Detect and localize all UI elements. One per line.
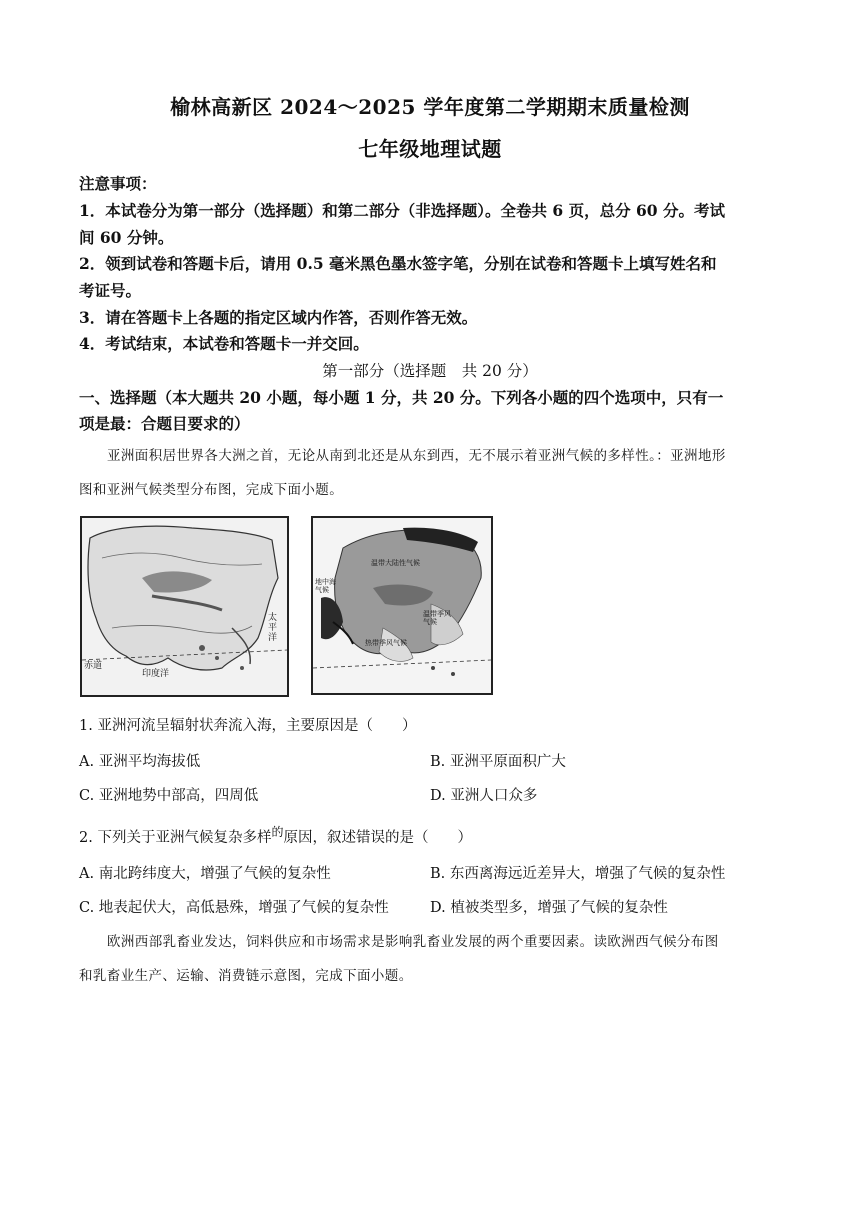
climate-label-continental: 温带大陆性气候 [371,559,420,567]
exam-title: 榆林高新区 2024～2025 学年度第二学期期末质量检测 [170,95,690,119]
notice-item-2: 2．领到试卷和答题卡后，请用 0.5 毫米黑色墨水签字笔，分别在试卷和答题卡上填写姓名和 [79,254,717,273]
part1-heading: 第一部分（选择题 共 20 分） [322,362,538,380]
section-heading-cont: 项是最：合题目要求的） [79,414,250,433]
climate-label-temperate-monsoon: 温带季风气候 [423,610,451,626]
indian-ocean-label: 印度洋 [142,669,170,679]
question-2-stem-part-b: 原因，叙述错误的是（ ） [283,830,472,846]
q1-option-a: A. 亚洲平均海拔低 [79,754,201,770]
exam-subtitle: 七年级地理试题 [358,137,502,161]
notice-item-1-cont: 间 60 分钟。 [79,228,174,247]
q1-option-d: D. 亚洲人口众多 [430,788,538,804]
climate-label-mediterranean: 地中海气候 [315,578,336,594]
asia-climate-map [311,516,493,695]
intro-paragraph-2-cont: 和乳畜业生产、运输、消费链示意图，完成下面小题。 [79,968,413,984]
notice-heading: 注意事项： [79,174,157,193]
section-heading: 一、选择题（本大题共 20 小题，每小题 1 分，共 20 分。下列各小题的四个选项中，只有一 [79,388,724,407]
q2-option-d: D. 植被类型多，增强了气候的复杂性 [430,900,668,916]
q2-option-a: A. 南北跨纬度大，增强了气候的复杂性 [79,866,331,882]
notice-item-2-cont: 考证号。 [79,281,142,300]
intro-paragraph-1-cont: 图和亚洲气候类型分布图，完成下面小题。 [79,482,344,498]
notice-item-3: 3．请在答题卡上各题的指定区域内作答，否则作答无效。 [79,308,478,327]
notice-item-1: 1．本试卷分为第一部分（选择题）和第二部分（非选择题）。全卷共 6 页，总分 60 分。考试 [79,201,725,220]
question-2-stem-part-a: 2. 下列关于亚洲气候复杂多样 [79,830,272,846]
pacific-label: 太平洋 [268,613,278,643]
intro-paragraph-1: 亚洲面积居世界各大洲之首，无论从南到北还是从东到西，无不展示着亚洲气候的多样性。：亚洲地形 [107,448,726,464]
question-1-stem: 1. 亚洲河流呈辐射状奔流入海，主要原因是（ ） [79,718,417,734]
notice-item-4: 4．考试结束，本试卷和答题卡一并交回。 [79,334,369,353]
intro-paragraph-2: 欧洲西部乳畜业发达，饲料供应和市场需求是影响乳畜业发展的两个重要因素。读欧洲西气候分布图 [107,934,719,950]
q1-option-c: C. 亚洲地势中部高，四周低 [79,788,259,804]
q2-option-c: C. 地表起伏大，高低悬殊，增强了气候的复杂性 [79,900,389,916]
q1-option-b: B. 亚洲平原面积广大 [430,754,566,770]
asia-terrain-map [80,516,289,697]
climate-label-tropical-monsoon: 热带季风气候 [365,639,407,647]
question-2-stem [79,825,794,848]
q2-option-b: B. 东西离海远近差异大，增强了气候的复杂性 [430,866,726,882]
question-2-stem-superscript: 的 [271,825,284,839]
equator-label: 赤道 [84,661,103,671]
